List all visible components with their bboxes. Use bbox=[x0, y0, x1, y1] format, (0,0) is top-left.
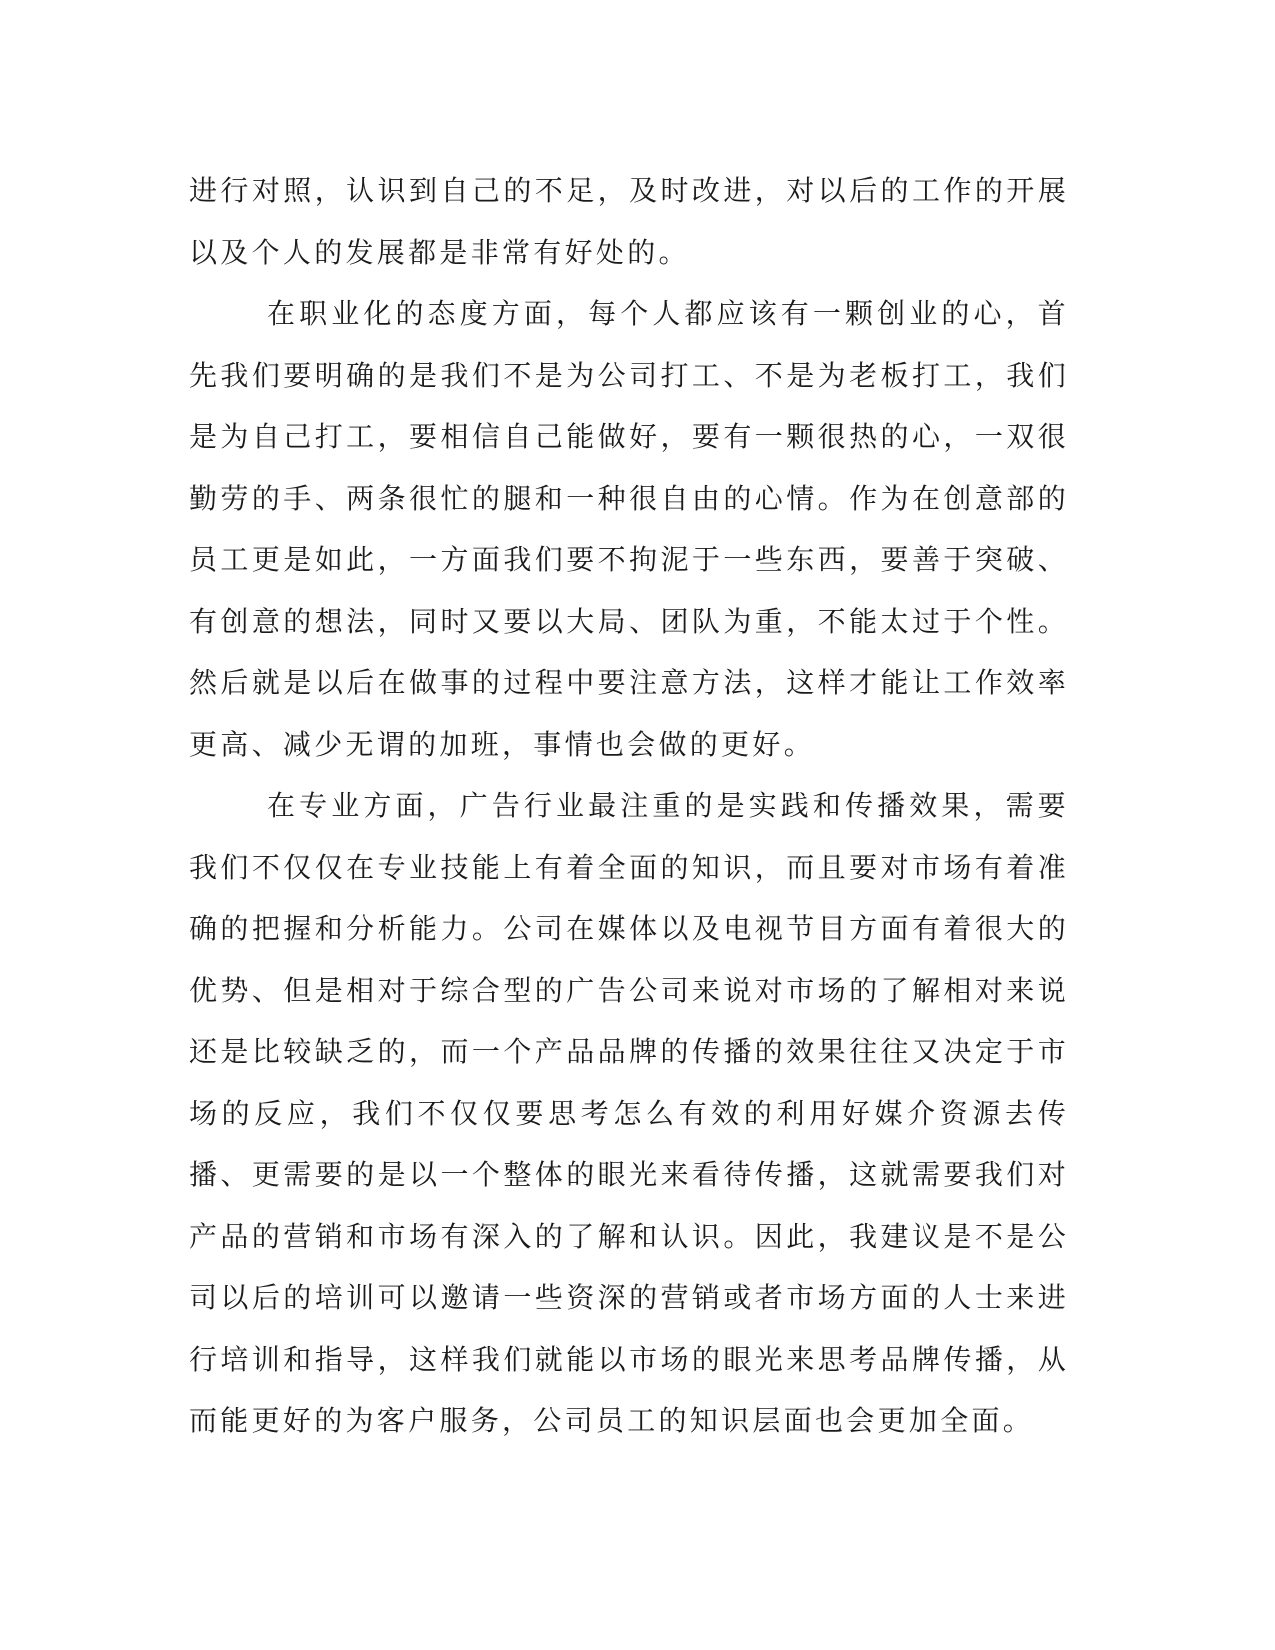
body-text bbox=[189, 160, 1069, 1452]
paragraph-professional-skills: 在专业方面，广告行业最注重的是实践和传播效果，需要我们不仅仅在专业技能上有着全面的知识，而且要对市场有着准确的把握和分析能力。公司在媒体以及电视节目方面有着很大的优势、但是相对于综合型的广告公司来说对市场的了解相对来说还是比较缺乏的，而一个产品品牌的传播的效果往往又决定于市场的反应，我们不仅仅要思考怎么有效的利用好媒介资源去传播、更需要的是以一个整体的眼光来看待传播，这就需要我们对产品的营销和市场有深入的了解和认识。因此，我建议是不是公司以后的培训可以邀请一些资深的营销或者市场方面的人士来进行培训和指导，这样我们就能以市场的眼光来思考品牌传播，从而能更好的为客户服务，公司员工的知识层面也会更加全面。 bbox=[189, 789, 1069, 1437]
paragraph-professional-attitude: 在职业化的态度方面，每个人都应该有一颗创业的心，首先我们要明确的是我们不是为公司打工、不是为老板打工，我们是为自己打工，要相信自己能做好，要有一颗很热的心，一双很勤劳的手、两条很忙的腿和一种很自由的心情。作为在创意部的员工更是如此，一方面我们要不拘泥于一些东西，要善于突破、有创意的想法，同时又要以大局、团队为重，不能太过于个性。然后就是以后在做事的过程中要注意方法，这样才能让工作效率更高、减少无谓的加班，事情也会做的更好。 bbox=[189, 297, 1069, 761]
paragraph-continuation: 进行对照，认识到自己的不足，及时改进，对以后的工作的开展以及个人的发展都是非常有好处的。 bbox=[189, 174, 1069, 269]
